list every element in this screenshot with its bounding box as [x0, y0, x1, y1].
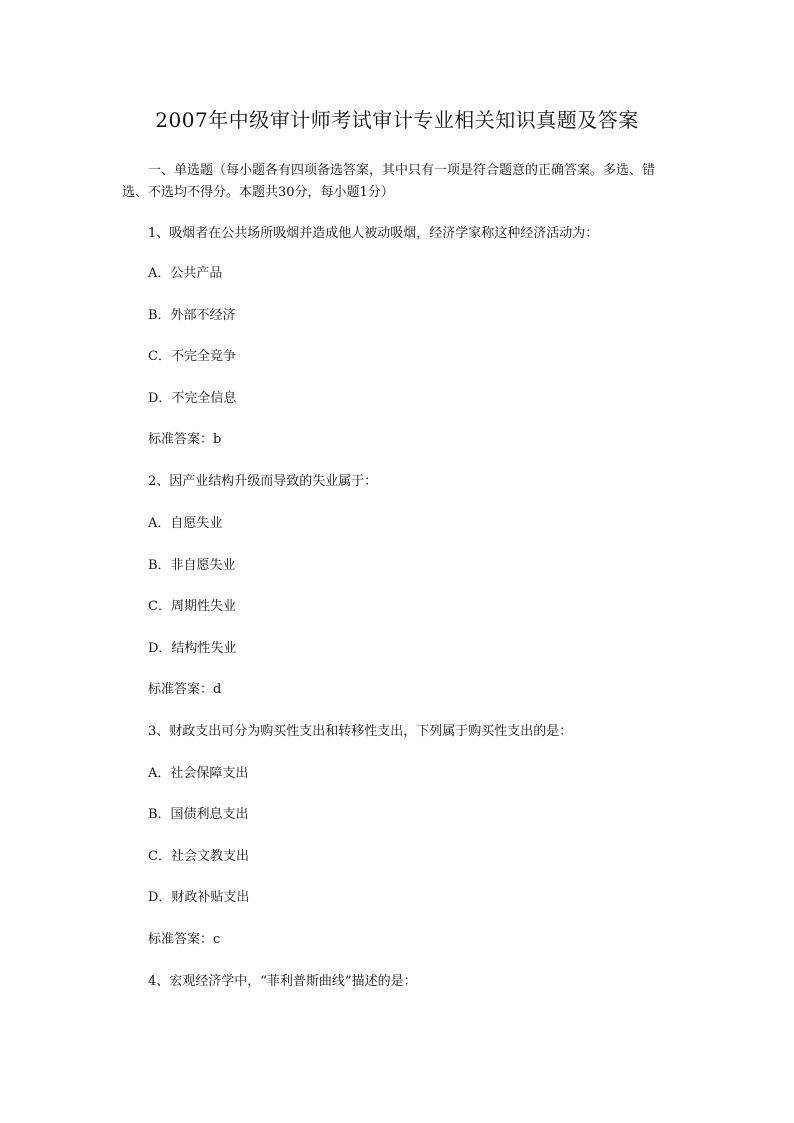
- question-2-option-d: D．结构性失业: [148, 641, 237, 656]
- question-4-stem: 4、宏观经济学中，“菲利普斯曲线”描述的是：: [148, 974, 417, 989]
- question-1-stem: 1、吸烟者在公共场所吸烟并造成他人被动吸烟，经济学家称这种经济活动为：: [148, 226, 599, 241]
- question-3-answer: 标准答案：c: [148, 932, 221, 947]
- question-2-answer: 标准答案：d: [148, 682, 222, 697]
- question-3-option-c: C．社会文教支出: [148, 849, 249, 864]
- question-1-option-d: D．不完全信息: [148, 391, 237, 406]
- question-2-stem: 2、因产业结构升级而导致的失业属于：: [148, 474, 378, 489]
- question-1-option-c: C．不完全竞争: [148, 349, 236, 364]
- question-1-option-a: A．公共产品: [148, 266, 223, 281]
- question-3-stem: 3、财政支出可分为购买性支出和转移性支出，下列属于购买性支出的是：: [148, 724, 573, 739]
- question-3-option-a: A．社会保障支出: [148, 766, 249, 781]
- question-3-option-b: B．国债利息支出: [148, 807, 249, 822]
- question-1-option-b: B．外部不经济: [148, 308, 236, 323]
- question-2-option-b: B．非自愿失业: [148, 558, 236, 573]
- question-1-answer: 标准答案：b: [148, 432, 222, 447]
- page-title: 2007年中级审计师考试审计专业相关知识真题及答案: [155, 108, 639, 132]
- question-2-option-c: C．周期性失业: [148, 599, 236, 614]
- question-3-option-d: D．财政补贴支出: [148, 890, 250, 905]
- section-intro: 一、单选题（每小题各有四项备选答案，其中只有一项是符合题意的正确答案。多选、错选、不选均不得分。本题共30分，每小题1分）: [122, 163, 656, 200]
- question-2-option-a: A．自愿失业: [148, 516, 223, 531]
